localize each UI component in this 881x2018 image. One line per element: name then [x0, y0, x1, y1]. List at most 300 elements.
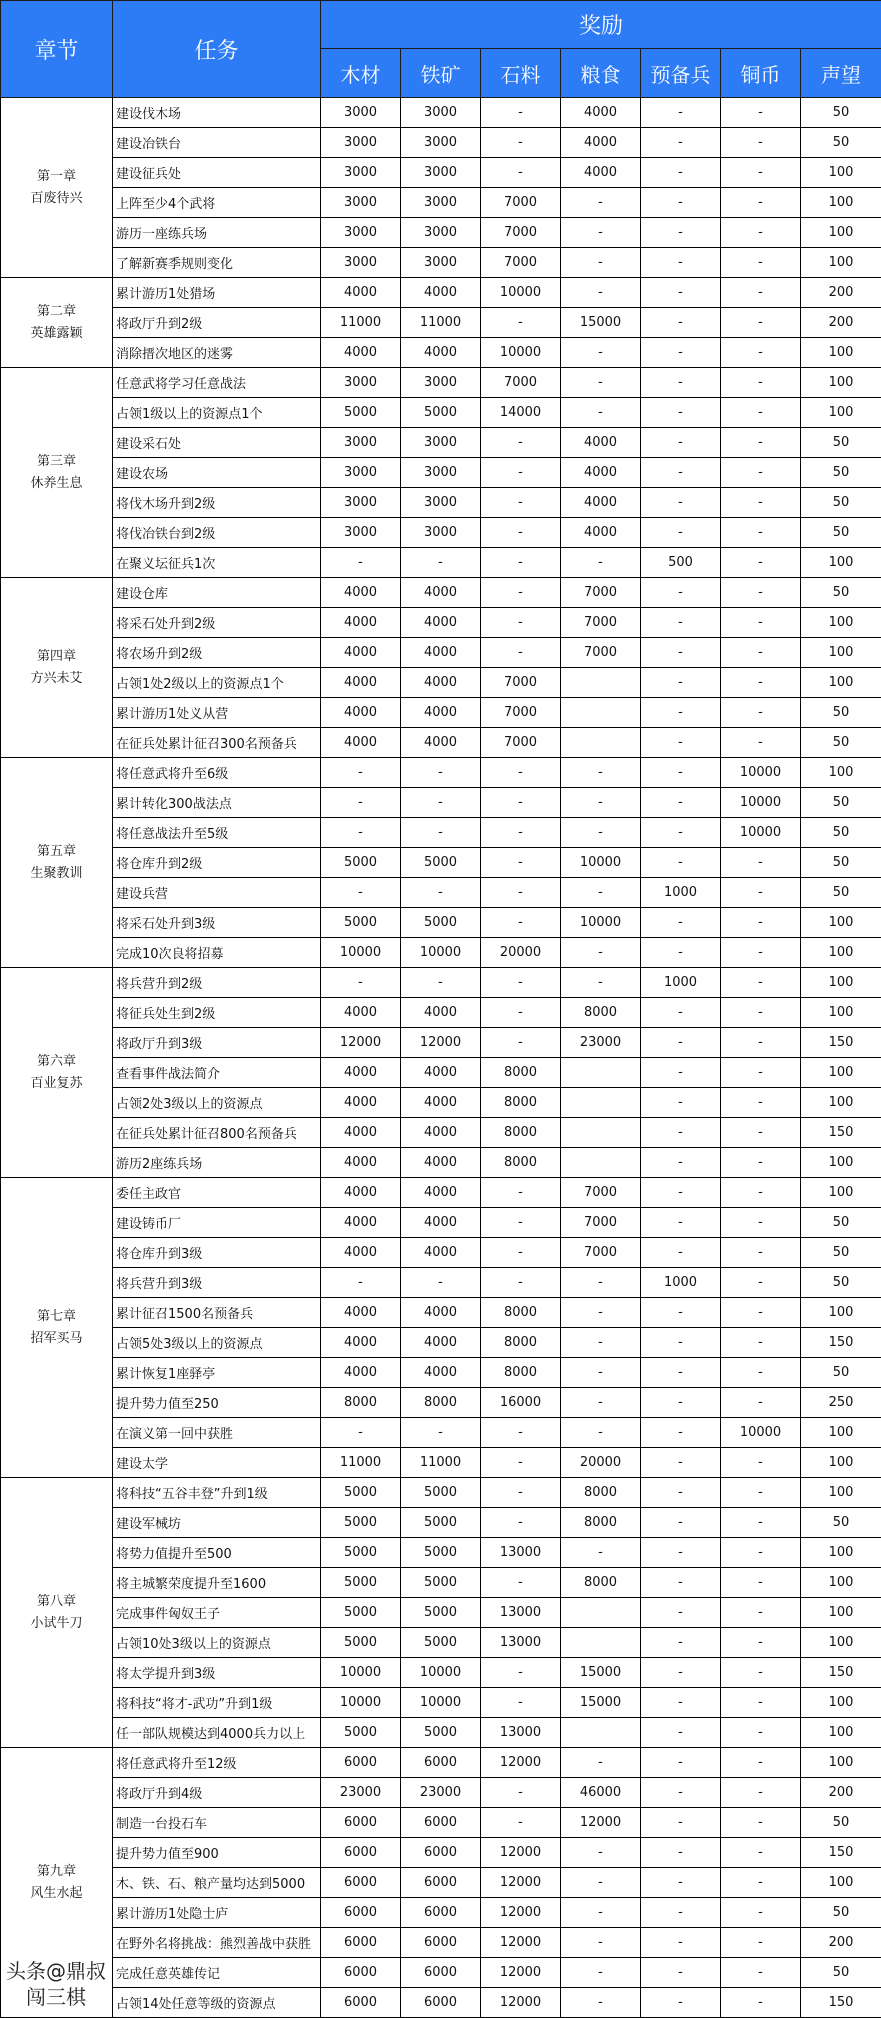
- reward-cell: [561, 1598, 641, 1628]
- reward-cell: -: [721, 998, 801, 1028]
- task-cell: 累计游历1处义从营: [113, 698, 321, 728]
- reward-cell: 11000: [321, 308, 401, 338]
- task-cell: 将任意战法升至5级: [113, 818, 321, 848]
- chapter-subtitle: 小试牛刀: [1, 1613, 112, 1635]
- table-row: [1, 968, 881, 998]
- task-cell: 任一部队规模达到4000兵力以上: [113, 1718, 321, 1748]
- reward-cell: 100: [801, 338, 881, 368]
- reward-cell: 50: [801, 1808, 881, 1838]
- reward-cell: 10000: [481, 278, 561, 308]
- reward-cell: -: [481, 1418, 561, 1448]
- reward-cell: 5000: [401, 1718, 481, 1748]
- task-cell: 占领14处任意等级的资源点: [113, 1988, 321, 2018]
- reward-cell: 5000: [401, 908, 481, 938]
- reward-cell: 10000: [721, 1418, 801, 1448]
- reward-cell: -: [721, 908, 801, 938]
- reward-cell: -: [641, 758, 721, 788]
- chapter-cell: [1, 968, 113, 1178]
- reward-cell: 100: [801, 1058, 881, 1088]
- reward-cell: 7000: [481, 218, 561, 248]
- table-row: [1, 638, 881, 668]
- reward-cell: 5000: [401, 1598, 481, 1628]
- task-cell: 委任主政官: [113, 1178, 321, 1208]
- reward-cell: 6000: [401, 1958, 481, 1988]
- reward-cell: 8000: [481, 1118, 561, 1148]
- reward-cell: -: [481, 818, 561, 848]
- reward-cell: 10000: [321, 1688, 401, 1718]
- table-row: [1, 278, 881, 308]
- reward-cell: -: [401, 878, 481, 908]
- reward-cell: -: [641, 1028, 721, 1058]
- reward-cell: -: [641, 518, 721, 548]
- reward-cell: 4000: [401, 1058, 481, 1088]
- reward-cell: -: [641, 368, 721, 398]
- reward-cell: -: [561, 1358, 641, 1388]
- reward-cell: -: [641, 308, 721, 338]
- reward-cell: 11000: [321, 1448, 401, 1478]
- reward-cell: -: [561, 1928, 641, 1958]
- reward-cell: 5000: [321, 1628, 401, 1658]
- reward-cell: 4000: [401, 728, 481, 758]
- reward-cell: 5000: [401, 848, 481, 878]
- table-row: [1, 1238, 881, 1268]
- reward-cell: -: [641, 278, 721, 308]
- task-cell: 将仓库升到3级: [113, 1238, 321, 1268]
- table-row: [1, 1328, 881, 1358]
- reward-cell: -: [641, 638, 721, 668]
- chapter-cell: [1, 278, 113, 368]
- task-cell: 建设兵营: [113, 878, 321, 908]
- reward-cell: 50: [801, 1238, 881, 1268]
- reward-cell: -: [641, 1778, 721, 1808]
- task-cell: 完成10次良将招募: [113, 938, 321, 968]
- reward-cell: 12000: [481, 1748, 561, 1778]
- task-cell: 在野外名将挑战：熊烈善战中获胜: [113, 1928, 321, 1958]
- reward-cell: 150: [801, 1988, 881, 2018]
- reward-cell: 1000: [641, 968, 721, 998]
- reward-cell: 3000: [401, 188, 481, 218]
- reward-cell: -: [481, 638, 561, 668]
- reward-cell: 100: [801, 248, 881, 278]
- reward-cell: 3000: [321, 428, 401, 458]
- reward-cell: 46000: [561, 1778, 641, 1808]
- reward-cell: 4000: [401, 1328, 481, 1358]
- reward-cell: -: [721, 458, 801, 488]
- reward-cell: 4000: [401, 578, 481, 608]
- header-column: 预备兵: [641, 49, 721, 98]
- reward-cell: -: [721, 1508, 801, 1538]
- reward-cell: -: [721, 578, 801, 608]
- reward-cell: -: [561, 1748, 641, 1778]
- reward-cell: 100: [801, 1718, 881, 1748]
- reward-cell: 7000: [561, 578, 641, 608]
- chapter-subtitle: 休养生息: [1, 473, 112, 495]
- table-row: [1, 1748, 881, 1778]
- reward-cell: 100: [801, 1598, 881, 1628]
- reward-cell: -: [721, 1958, 801, 1988]
- reward-cell: 3000: [401, 518, 481, 548]
- reward-cell: -: [721, 1268, 801, 1298]
- reward-cell: -: [721, 1808, 801, 1838]
- task-cell: 制造一台投石车: [113, 1808, 321, 1838]
- reward-cell: 50: [801, 698, 881, 728]
- table-row: [1, 878, 881, 908]
- task-cell: 将采石处升到2级: [113, 608, 321, 638]
- reward-cell: -: [721, 368, 801, 398]
- task-cell: 累计游历1处猎场: [113, 278, 321, 308]
- task-cell: 将伐木场升到2级: [113, 488, 321, 518]
- reward-cell: 10000: [401, 1688, 481, 1718]
- reward-cell: -: [641, 1598, 721, 1628]
- chapter-subtitle: 风生水起: [1, 1883, 112, 1905]
- reward-cell: -: [561, 818, 641, 848]
- reward-cell: -: [641, 788, 721, 818]
- reward-cell: 200: [801, 1778, 881, 1808]
- reward-cell: -: [641, 1958, 721, 1988]
- table-row: [1, 1478, 881, 1508]
- reward-cell: -: [561, 548, 641, 578]
- reward-cell: -: [481, 1508, 561, 1538]
- reward-cell: 1000: [641, 1268, 721, 1298]
- task-cell: 将科技“将才-武功”升到1级: [113, 1688, 321, 1718]
- reward-cell: 4000: [321, 1118, 401, 1148]
- reward-cell: 100: [801, 1688, 881, 1718]
- reward-cell: -: [321, 758, 401, 788]
- task-cell: 游历一座练兵场: [113, 218, 321, 248]
- table-row: [1, 1448, 881, 1478]
- header-column: 石料: [481, 49, 561, 98]
- reward-cell: 4000: [321, 1238, 401, 1268]
- task-cell: 占领1级以上的资源点1个: [113, 398, 321, 428]
- reward-cell: 8000: [481, 1058, 561, 1088]
- reward-cell: 3000: [321, 458, 401, 488]
- reward-cell: 4000: [401, 1088, 481, 1118]
- reward-cell: 3000: [321, 518, 401, 548]
- table-row: [1, 248, 881, 278]
- reward-cell: -: [401, 968, 481, 998]
- reward-cell: -: [641, 338, 721, 368]
- reward-cell: 7000: [561, 1208, 641, 1238]
- reward-cell: -: [721, 1388, 801, 1418]
- reward-cell: 50: [801, 488, 881, 518]
- reward-cell: 12000: [481, 1838, 561, 1868]
- chapter-name: 第一章: [1, 166, 112, 188]
- chapter-name: 第四章: [1, 646, 112, 668]
- reward-cell: -: [481, 1448, 561, 1478]
- reward-cell: -: [721, 158, 801, 188]
- reward-cell: 50: [801, 728, 881, 758]
- chapter-name: 第九章: [1, 1861, 112, 1883]
- reward-cell: -: [721, 1178, 801, 1208]
- chapter-cell: [1, 1178, 113, 1478]
- reward-cell: 4000: [401, 998, 481, 1028]
- reward-cell: 8000: [561, 1568, 641, 1598]
- reward-cell: -: [481, 1478, 561, 1508]
- reward-cell: -: [561, 1298, 641, 1328]
- reward-cell: 10000: [721, 788, 801, 818]
- reward-cell: 20000: [481, 938, 561, 968]
- reward-cell: 10000: [321, 938, 401, 968]
- reward-cell: -: [641, 458, 721, 488]
- reward-cell: 15000: [561, 1658, 641, 1688]
- chapter-cell: [1, 578, 113, 758]
- reward-cell: -: [561, 788, 641, 818]
- header-column: 粮食: [561, 49, 641, 98]
- reward-cell: 100: [801, 158, 881, 188]
- reward-cell: -: [721, 518, 801, 548]
- table-row: [1, 1658, 881, 1688]
- reward-cell: 13000: [481, 1538, 561, 1568]
- reward-cell: 4000: [321, 608, 401, 638]
- table-row: [1, 788, 881, 818]
- table-row: [1, 98, 881, 128]
- reward-cell: -: [721, 1448, 801, 1478]
- reward-cell: 5000: [321, 398, 401, 428]
- reward-cell: 3000: [321, 188, 401, 218]
- reward-cell: -: [721, 1118, 801, 1148]
- reward-cell: -: [641, 1358, 721, 1388]
- reward-cell: 5000: [321, 1538, 401, 1568]
- table-row: [1, 1298, 881, 1328]
- reward-cell: 100: [801, 1568, 881, 1598]
- reward-cell: -: [721, 1928, 801, 1958]
- table-row: [1, 308, 881, 338]
- task-cell: 将任意武将升至12级: [113, 1748, 321, 1778]
- reward-cell: 7000: [481, 728, 561, 758]
- reward-cell: -: [721, 428, 801, 458]
- reward-cell: -: [641, 1208, 721, 1238]
- reward-cell: -: [561, 1538, 641, 1568]
- reward-cell: -: [641, 1928, 721, 1958]
- reward-cell: 50: [801, 1208, 881, 1238]
- reward-cell: 6000: [321, 1928, 401, 1958]
- reward-cell: 8000: [481, 1328, 561, 1358]
- reward-cell: 16000: [481, 1388, 561, 1418]
- reward-cell: 4000: [561, 488, 641, 518]
- reward-cell: -: [561, 1388, 641, 1418]
- reward-cell: -: [641, 488, 721, 518]
- reward-cell: -: [721, 878, 801, 908]
- reward-cell: 1000: [641, 878, 721, 908]
- task-cell: 完成任意英雄传记: [113, 1958, 321, 1988]
- reward-cell: 4000: [321, 698, 401, 728]
- reward-cell: 100: [801, 998, 881, 1028]
- reward-cell: -: [481, 518, 561, 548]
- reward-cell: [561, 1628, 641, 1658]
- reward-cell: 6000: [321, 1988, 401, 2018]
- task-cell: 累计恢复1座驿亭: [113, 1358, 321, 1388]
- reward-cell: -: [721, 1598, 801, 1628]
- reward-cell: 100: [801, 1088, 881, 1118]
- task-cell: 将政厅升到3级: [113, 1028, 321, 1058]
- reward-cell: -: [321, 818, 401, 848]
- reward-cell: 200: [801, 1928, 881, 1958]
- reward-cell: 3000: [401, 368, 481, 398]
- reward-cell: 4000: [401, 608, 481, 638]
- reward-cell: 10000: [481, 338, 561, 368]
- table-row: [1, 1208, 881, 1238]
- table-row: [1, 1058, 881, 1088]
- reward-cell: -: [721, 848, 801, 878]
- reward-cell: 50: [801, 98, 881, 128]
- reward-cell: -: [561, 1988, 641, 2018]
- task-cell: 将任意武将升至6级: [113, 758, 321, 788]
- table-row: [1, 848, 881, 878]
- reward-cell: 150: [801, 1118, 881, 1148]
- reward-cell: -: [721, 1778, 801, 1808]
- reward-cell: 4000: [321, 1148, 401, 1178]
- reward-cell: -: [481, 1208, 561, 1238]
- table-row: [1, 1808, 881, 1838]
- reward-cell: -: [641, 1118, 721, 1148]
- reward-cell: 5000: [401, 1538, 481, 1568]
- reward-cell: 12000: [481, 1988, 561, 2018]
- reward-cell: 4000: [401, 1178, 481, 1208]
- table-row: [1, 1028, 881, 1058]
- reward-cell: 23000: [561, 1028, 641, 1058]
- reward-cell: 10000: [321, 1658, 401, 1688]
- reward-cell: -: [401, 1268, 481, 1298]
- reward-cell: -: [561, 1958, 641, 1988]
- reward-cell: 3000: [401, 98, 481, 128]
- reward-cell: 4000: [321, 1088, 401, 1118]
- reward-cell: 23000: [321, 1778, 401, 1808]
- reward-cell: 4000: [401, 1298, 481, 1328]
- table-row: [1, 698, 881, 728]
- reward-cell: 4000: [561, 158, 641, 188]
- reward-cell: -: [721, 1238, 801, 1268]
- reward-cell: 100: [801, 758, 881, 788]
- reward-cell: 4000: [321, 668, 401, 698]
- table-row: [1, 1778, 881, 1808]
- reward-cell: -: [641, 728, 721, 758]
- task-cell: 将太学提升到3级: [113, 1658, 321, 1688]
- reward-cell: -: [641, 1988, 721, 2018]
- chapter-cell: [1, 368, 113, 578]
- reward-cell: 50: [801, 788, 881, 818]
- reward-cell: [561, 1058, 641, 1088]
- reward-cell: 100: [801, 908, 881, 938]
- reward-cell: 50: [801, 1508, 881, 1538]
- reward-cell: 23000: [401, 1778, 481, 1808]
- reward-cell: 10000: [721, 758, 801, 788]
- reward-cell: 12000: [321, 1028, 401, 1058]
- reward-cell: -: [481, 998, 561, 1028]
- table-row: [1, 368, 881, 398]
- reward-cell: 6000: [401, 1808, 481, 1838]
- header-column: 铜币: [721, 49, 801, 98]
- table-row: [1, 1508, 881, 1538]
- reward-cell: 7000: [561, 1238, 641, 1268]
- reward-cell: 8000: [561, 1478, 641, 1508]
- reward-cell: -: [641, 1688, 721, 1718]
- reward-cell: 50: [801, 878, 881, 908]
- reward-cell: 4000: [321, 1298, 401, 1328]
- reward-cell: 4000: [401, 698, 481, 728]
- reward-cell: -: [481, 1238, 561, 1268]
- table-row: [1, 428, 881, 458]
- reward-cell: -: [721, 1898, 801, 1928]
- chapter-cell: [1, 98, 113, 278]
- reward-cell: 3000: [401, 128, 481, 158]
- reward-cell: -: [481, 758, 561, 788]
- reward-cell: 4000: [321, 638, 401, 668]
- reward-cell: 5000: [321, 1508, 401, 1538]
- reward-cell: -: [481, 1778, 561, 1808]
- chapter-subtitle: 百业复苏: [1, 1073, 112, 1095]
- reward-cell: 3000: [321, 128, 401, 158]
- reward-cell: -: [641, 398, 721, 428]
- reward-cell: -: [561, 758, 641, 788]
- reward-cell: -: [641, 1478, 721, 1508]
- task-cell: 消除搢次地区的迷雾: [113, 338, 321, 368]
- table-row: [1, 518, 881, 548]
- reward-cell: -: [641, 1418, 721, 1448]
- table-row: [1, 158, 881, 188]
- reward-cell: 10000: [561, 848, 641, 878]
- reward-cell: -: [721, 1748, 801, 1778]
- reward-cell: -: [561, 878, 641, 908]
- reward-cell: -: [561, 368, 641, 398]
- reward-cell: -: [401, 788, 481, 818]
- reward-cell: -: [481, 1688, 561, 1718]
- reward-cell: 12000: [481, 1958, 561, 1988]
- reward-cell: 4000: [561, 128, 641, 158]
- reward-cell: [561, 728, 641, 758]
- reward-cell: -: [721, 1628, 801, 1658]
- reward-cell: 4000: [401, 278, 481, 308]
- reward-cell: 7000: [481, 668, 561, 698]
- table-body: [1, 98, 881, 2018]
- reward-cell: -: [641, 1508, 721, 1538]
- reward-cell: -: [641, 668, 721, 698]
- reward-cell: 6000: [321, 1898, 401, 1928]
- reward-cell: 3000: [401, 248, 481, 278]
- reward-cell: 8000: [481, 1088, 561, 1118]
- reward-cell: 6000: [321, 1838, 401, 1868]
- reward-cell: 100: [801, 1448, 881, 1478]
- reward-cell: 100: [801, 1478, 881, 1508]
- reward-cell: 5000: [401, 1568, 481, 1598]
- reward-cell: 3000: [321, 158, 401, 188]
- reward-cell: 8000: [321, 1388, 401, 1418]
- reward-cell: 50: [801, 458, 881, 488]
- reward-cell: 100: [801, 1148, 881, 1178]
- task-cell: 查看事件战法简介: [113, 1058, 321, 1088]
- reward-cell: -: [721, 638, 801, 668]
- reward-cell: -: [401, 548, 481, 578]
- task-cell: 将政厅升到4级: [113, 1778, 321, 1808]
- reward-cell: -: [641, 158, 721, 188]
- reward-cell: -: [321, 968, 401, 998]
- reward-cell: -: [721, 1148, 801, 1178]
- reward-cell: 7000: [481, 698, 561, 728]
- reward-cell: 12000: [401, 1028, 481, 1058]
- reward-cell: 4000: [321, 278, 401, 308]
- reward-cell: 100: [801, 188, 881, 218]
- reward-cell: -: [321, 1418, 401, 1448]
- reward-cell: 15000: [561, 308, 641, 338]
- reward-cell: 50: [801, 1358, 881, 1388]
- chapter-name: 第八章: [1, 1591, 112, 1613]
- reward-cell: -: [721, 1358, 801, 1388]
- header-column: 木材: [321, 49, 401, 98]
- reward-cell: 6000: [401, 1868, 481, 1898]
- reward-cell: -: [641, 1538, 721, 1568]
- reward-cell: -: [721, 608, 801, 638]
- reward-cell: -: [561, 1268, 641, 1298]
- table-row: [1, 818, 881, 848]
